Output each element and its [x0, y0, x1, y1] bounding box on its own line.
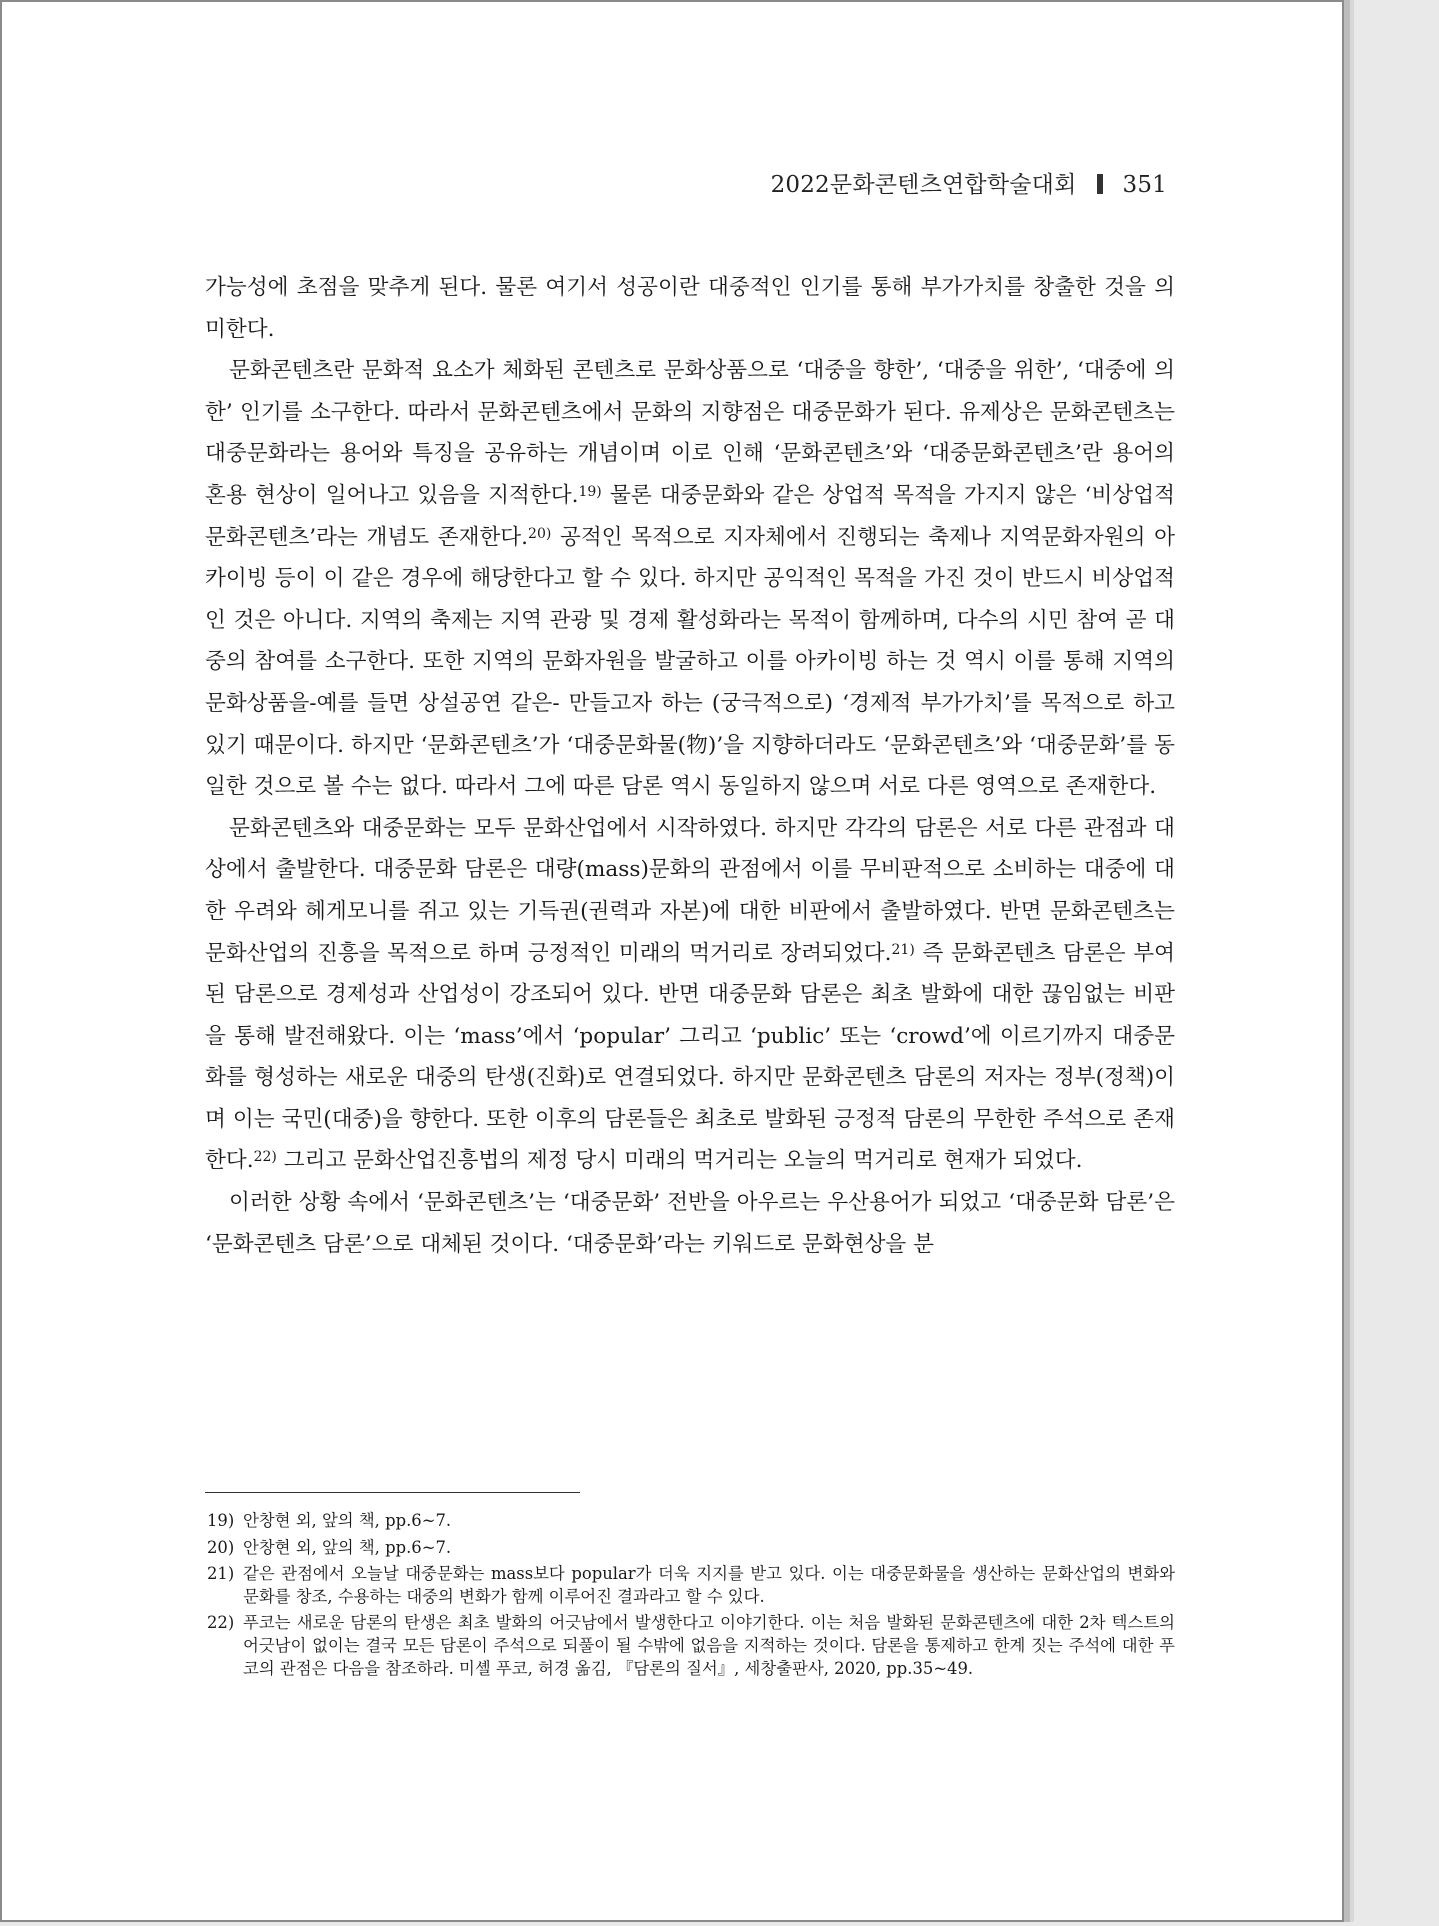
paragraph-2-part-b: 물론 대중문화와 같은 상업적 목적을 가지지 않은 ‘비상업적 문화콘텐츠’라는 개념도 존재한다.: [205, 482, 1175, 550]
footnote-text: 같은 관점에서 오늘날 대중문화는 mass보다 popular가 더욱 지지를 받고 있다. 이는 대중문화물을 생산하는 문화산업의 변화와 문화를 창조, 수용하는 대중의 변화가 함께 이루어진 결과라고 할 수 있다.: [243, 1564, 1175, 1606]
paragraph-3: [205, 808, 1175, 1182]
footnote-text: 푸코는 새로운 담론의 탄생은 최초 발화의 어긋남에서 발생한다고 이야기한다. 이는 처음 발화된 문화콘텐츠에 대한 2차 텍스트의 어긋남이 없이는 결국 모든 담론이 주석으로 되풀이 될 수밖에 없음을 지적하는 것이다. 담론을 통제하고 한계 짓는 주석에 대한 푸코의 관점은 다음을 참조하라. 미셸 푸코, 허경 옮김, 『담론의 질서』, 세창출판사, 2020, pp.35~49.: [243, 1613, 1175, 1678]
footnote-divider: [205, 1492, 580, 1493]
footnote-ref-20: 20): [528, 525, 552, 542]
footnote-ref-22: 22): [253, 1149, 277, 1166]
footnote-20: [207, 1537, 1175, 1560]
paragraph-4: 이러한 상황 속에서 ‘문화콘텐츠’는 ‘대중문화’ 전반을 아우르는 우산용어가 되었고 ‘대중문화 담론’은 ‘문화콘텐츠 담론’으로 대체된 것이다. ‘대중문화’라는 키워드로 문화현상을 분: [205, 1190, 1175, 1257]
footnote-number: 21): [207, 1564, 235, 1584]
paragraph-2-part-c: 공적인 목적으로 지자체에서 진행되는 축제나 지역문화자원의 아카이빙 등이 이 같은 경우에 해당한다고 할 수 있다. 하지만 공익적인 목적을 가진 것이 반드시 비상업적인 것은 아니다. 지역의 축제는 지역 관광 및 경제 활성화라는 목적이 함께하며, 다수의 시민 참여 곧 대중의 참여를 소구한다. 또한 지역의 문화자원을 발굴하고 이를 아카이빙 하는 것 역시 이를 통해 지역의 문화상품을-예를 들면 상설공연 같은- 만들고자 하는 (궁극적으로) ‘경제적 부가가치’를 목적으로 하고 있기 때문이다. 하지만 ‘문화콘텐츠’가 ‘대중문화물(物)’을 지향하더라도 ‘문화콘텐츠’와 ‘대중문화’를 동일한 것으로 볼 수는 없다. 따라서 그에 따른 담론 역시 동일하지 않으며 서로 다른 영역으로 존재한다.: [205, 524, 1175, 800]
footnote-number: 19): [207, 1511, 235, 1530]
paragraph-3-part-c: 그리고 문화산업진흥법의 제정 당시 미래의 먹거리는 오늘의 먹거리로 현재가 되었다.: [276, 1148, 1083, 1174]
footnote-ref-21: 21): [891, 941, 915, 958]
paragraph-1: 가능성에 초점을 맞추게 된다. 물론 여기서 성공이란 대중적인 인기를 통해 부가가치를 창출한 것을 의미한다.: [205, 275, 1175, 342]
paragraph-3-part-a: 문화콘텐츠와 대중문화는 모두 문화산업에서 시작하였다. 하지만 각각의 담론은 서로 다른 관점과 대상에서 출발한다. 대중문화 담론은 대량(mass)문화의 관점에서 이를 무비판적으로 소비하는 대중에 대한 우려와 헤게모니를 쥐고 있는 기득권(권력과 자본)에 대한 비판에서 출발하였다. 반면 문화콘텐츠는 문화산업의 진흥을 목적으로 하며 긍정적인 미래의 먹거리로 장려되었다.: [205, 815, 1175, 966]
footnote-21: [207, 1563, 1175, 1608]
paragraph-3-part-b: 즉 문화콘텐츠 담론은 부여된 담론으로 경제성과 산업성이 강조되어 있다. 반면 대중문화 담론은 최초 발화에 대한 끊임없는 비판을 통해 발전해왔다. 이는 ‘mass’에서 ‘popular’ 그리고 ‘public’ 또는 ‘crowd’에 이르기까지 대중문화를 형성하는 새로운 대중의 탄생(진화)로 연결되었다. 하지만 문화콘텐츠 담론의 저자는 정부(정책)이며 이는 국민(대중)을 향한다. 또한 이후의 담론들은 최초로 발화된 긍정적 담론의 무한한 주석으로 존재한다.: [205, 940, 1176, 1174]
footnote-number: 22): [207, 1613, 235, 1633]
footnote-ref-19: 19): [578, 483, 602, 500]
header-separator: [1097, 174, 1103, 194]
footnotes: [207, 1510, 1175, 1684]
footnote-number: 20): [207, 1537, 235, 1557]
paragraph-2-part-a: 문화콘텐츠란 문화적 요소가 체화된 콘텐츠로 문화상품으로 ‘대중을 향한’, ‘대중을 위한’, ‘대중에 의한’ 인기를 소구한다. 따라서 문화콘텐츠에서 문화의 지향점은 대중문화가 된다. 유제상은 문화콘텐츠는 대중문화라는 용어와 특징을 공유하는 개념이며 이로 인해 ‘문화콘텐츠’와 ‘대중문화콘텐츠’란 용어의 혼용 현상이 일어나고 있음을 지적한다.: [205, 358, 1175, 508]
footnote-22: [207, 1612, 1175, 1680]
header-title: 2022문화콘텐츠연합학술대회: [770, 172, 1077, 198]
page-number: 351: [1122, 172, 1167, 198]
footnote-19: [207, 1510, 1175, 1533]
footnote-text: 안창현 외, 앞의 책, pp.6~7.: [243, 1511, 452, 1530]
paragraph-2: [205, 350, 1175, 808]
footnote-text: 안창현 외, 앞의 책, pp.6~7.: [243, 1537, 452, 1557]
running-header: [771, 166, 1167, 199]
body-text: [205, 267, 1175, 1265]
